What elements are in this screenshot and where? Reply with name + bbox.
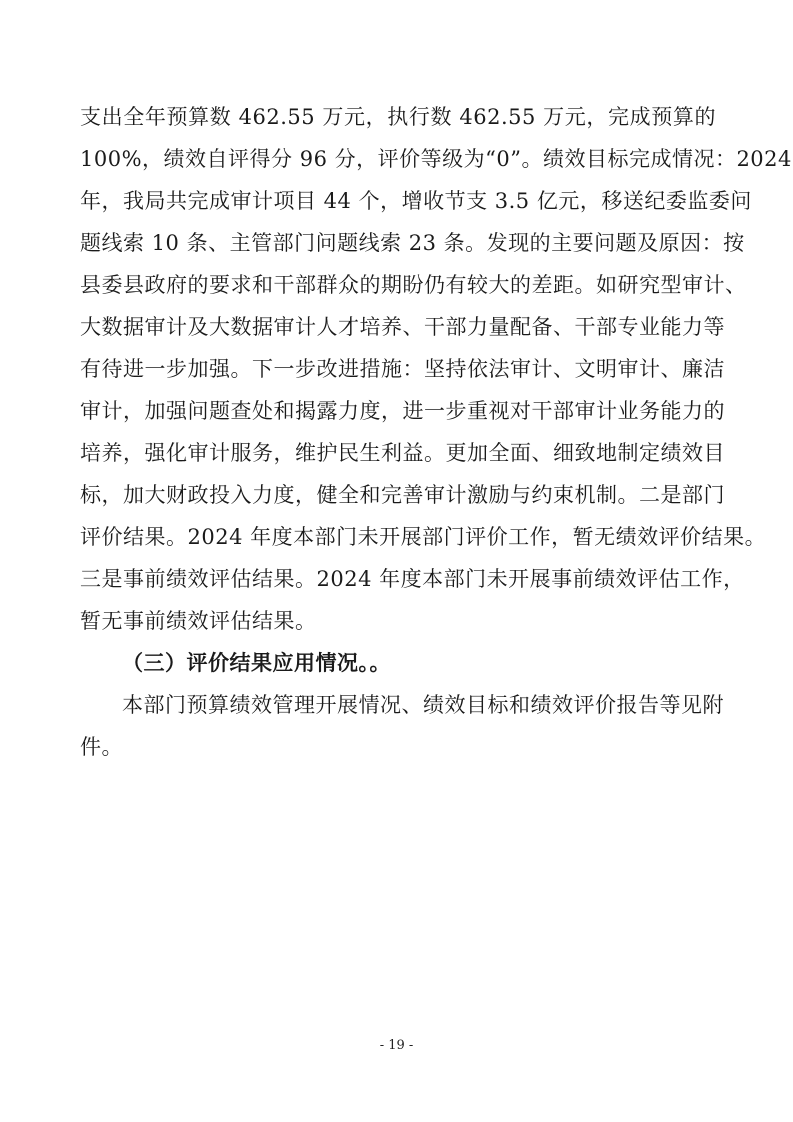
text-line: 评价结果。2024 年度本部门未开展部门评价工作，暂无绩效评价结果。 [80, 525, 767, 549]
text-line: 大数据审计及大数据审计人才培养、干部力量配备、干部专业能力等 [80, 315, 725, 339]
text-line: 年，我局共完成审计项目 44 个，增收节支 3.5 亿元，移送纪委监委问 [80, 189, 752, 213]
text-line: 标，加大财政投入力度，健全和完善审计激励与约束机制。二是部门 [80, 483, 725, 507]
body-text [80, 96, 792, 768]
text-line: 件。 [80, 735, 123, 759]
text-line: 支出全年预算数 462.55 万元，执行数 462.55 万元，完成预算的 [80, 105, 716, 129]
text-line: 有待进一步加强。下一步改进措施：坚持依法审计、文明审计、廉洁 [80, 357, 725, 381]
page-number: - 19 - [379, 1038, 414, 1053]
paragraph-attachment-note [80, 684, 724, 768]
text-line: 审计，加强问题查处和揭露力度，进一步重视对干部审计业务能力的 [80, 399, 725, 423]
section-heading: （三）评价结果应用情况。。 [122, 651, 391, 675]
text-line: 100%，绩效自评得分 96 分，评价等级为“0”。绩效目标完成情况：2024 [80, 147, 792, 171]
text-line: 培养，强化审计服务，维护民生利益。更加全面、细致地制定绩效目 [80, 441, 725, 465]
text-line: 县委县政府的要求和干部群众的期盼仍有较大的差距。如研究型审计、 [80, 273, 747, 297]
text-line: 题线索 10 条、主管部门问题线索 23 条。发现的主要问题及原因：按 [80, 231, 745, 255]
text-line: 暂无事前绩效评估结果。 [80, 609, 317, 633]
paragraph-performance-results [80, 96, 792, 642]
text-line: 本部门预算绩效管理开展情况、绩效目标和绩效评价报告等见附 [122, 693, 724, 717]
text-line: 三是事前绩效评估结果。2024 年度本部门未开展事前绩效评估工作， [80, 567, 745, 591]
